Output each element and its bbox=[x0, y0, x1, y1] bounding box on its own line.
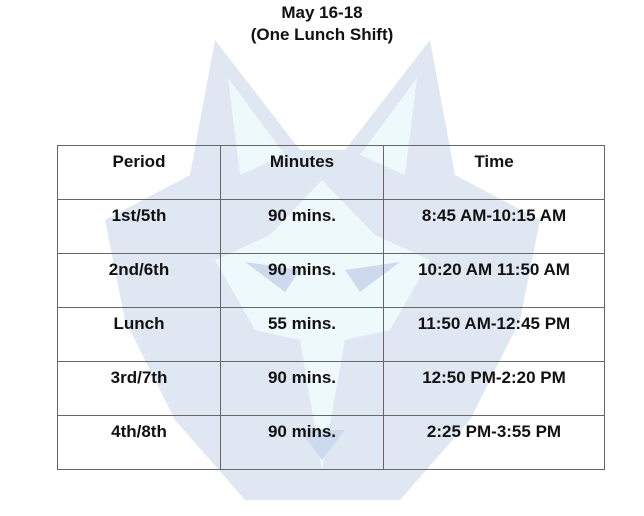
period-cell: 4th/8th bbox=[58, 416, 221, 470]
minutes-cell: 90 mins. bbox=[221, 362, 384, 416]
minutes-cell: 90 mins. bbox=[221, 200, 384, 254]
bell-schedule-table bbox=[57, 145, 605, 470]
minutes-cell: 90 mins. bbox=[221, 254, 384, 308]
table-row bbox=[58, 200, 605, 254]
table-row bbox=[58, 254, 605, 308]
table-row bbox=[58, 416, 605, 470]
time-cell: 2:25 PM-3:55 PM bbox=[384, 416, 605, 470]
period-cell: 3rd/7th bbox=[58, 362, 221, 416]
period-cell: 2nd/6th bbox=[58, 254, 221, 308]
period-cell: 1st/5th bbox=[58, 200, 221, 254]
time-cell: 12:50 PM-2:20 PM bbox=[384, 362, 605, 416]
minutes-cell: 55 mins. bbox=[221, 308, 384, 362]
column-header-time: Time bbox=[384, 146, 605, 200]
shift-subtitle: (One Lunch Shift) bbox=[250, 25, 394, 44]
column-header-period: Period bbox=[58, 146, 221, 200]
period-cell: Lunch bbox=[58, 308, 221, 362]
table-row bbox=[58, 308, 605, 362]
date-title: May 16-18 bbox=[281, 3, 363, 22]
table-row bbox=[58, 362, 605, 416]
minutes-cell: 90 mins. bbox=[221, 416, 384, 470]
time-cell: 10:20 AM 11:50 AM bbox=[384, 254, 605, 308]
time-cell: 8:45 AM-10:15 AM bbox=[384, 200, 605, 254]
time-cell: 11:50 AM-12:45 PM bbox=[384, 308, 605, 362]
column-header-minutes: Minutes bbox=[221, 146, 384, 200]
table-header-row bbox=[58, 146, 605, 200]
